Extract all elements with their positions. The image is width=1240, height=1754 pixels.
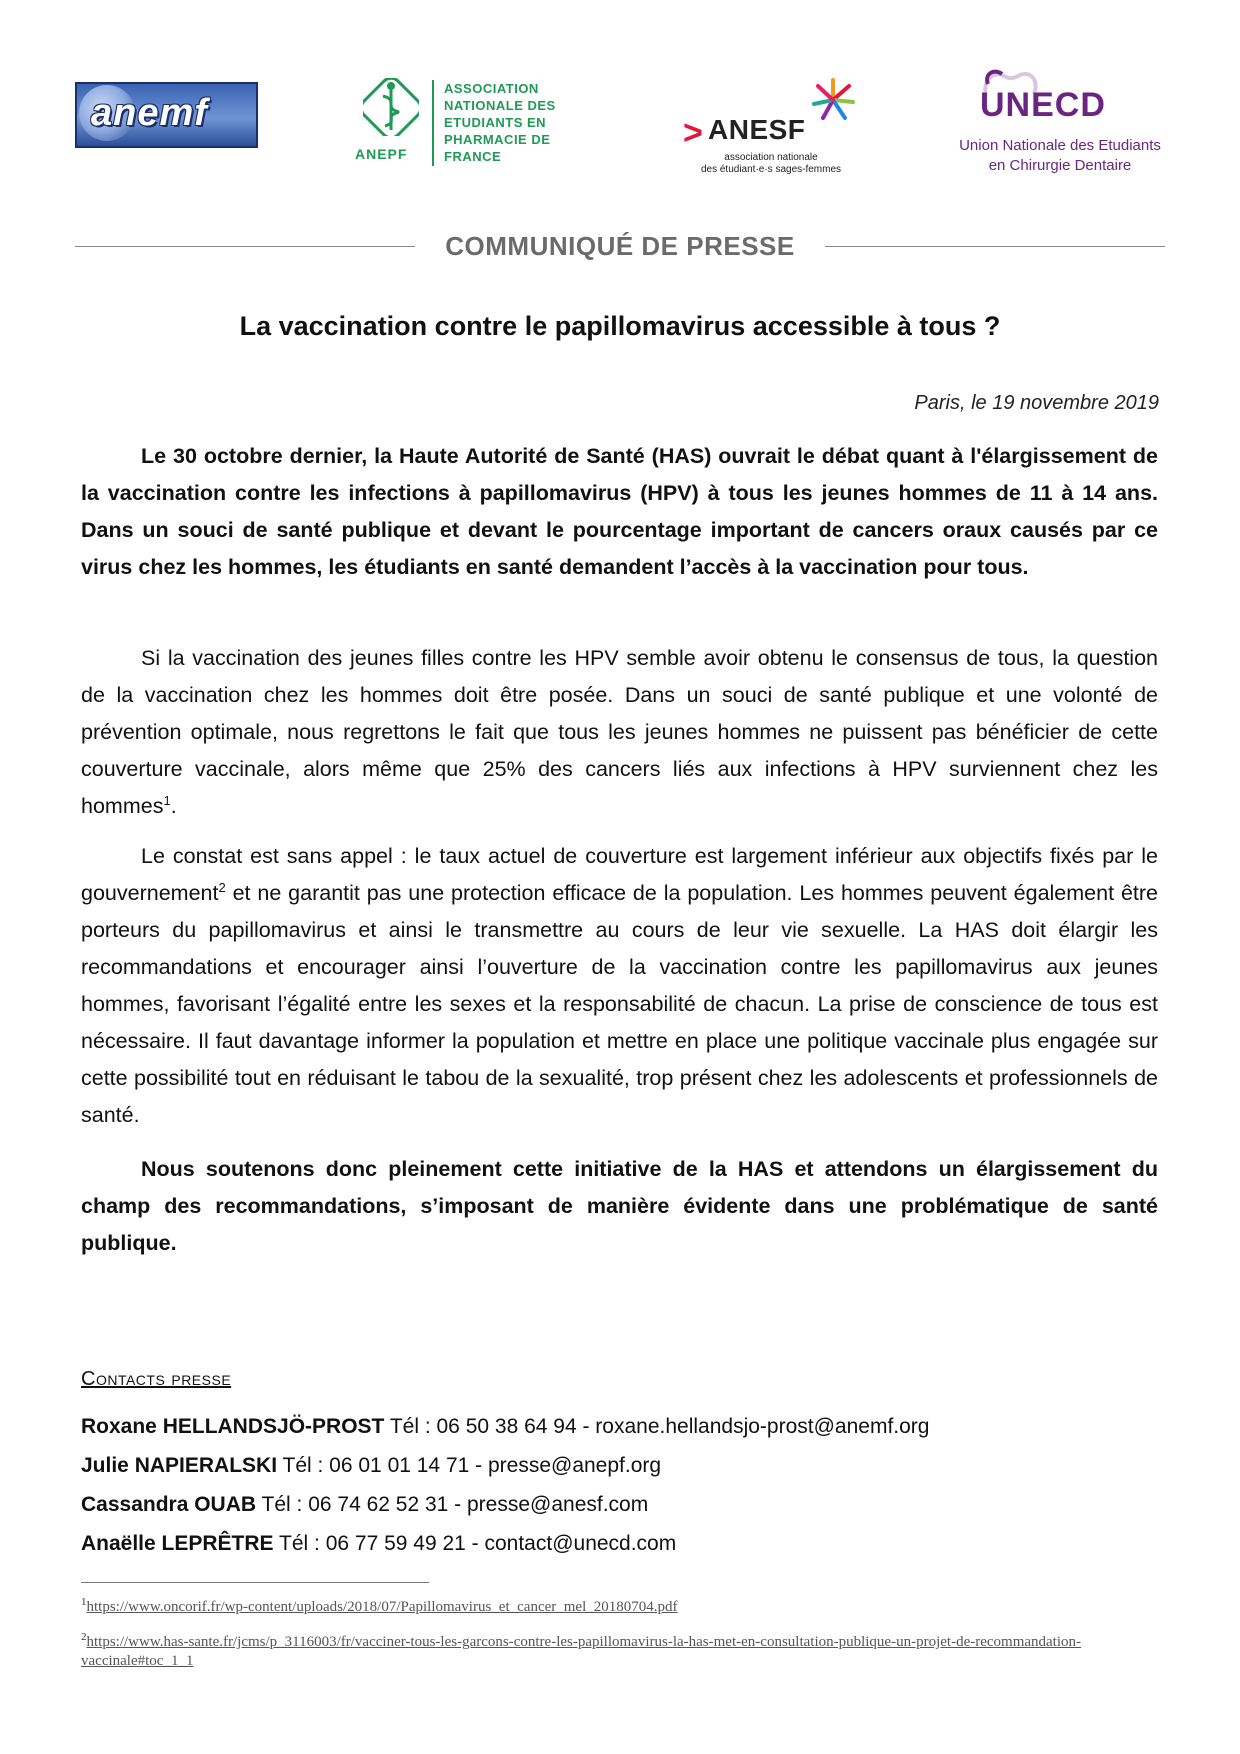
footnote-number: 2 [81,1631,87,1643]
anesf-subtitle-line: des étudiant·e·s sages-femmes [700,164,842,175]
conclusion-text: Nous soutenons donc pleinement cette initiative de la HAS et attendons un élargissement du champ des recommandations, s’imposant de manière évidente dans une problématique de santé publique. [81,1157,1158,1255]
paragraph-2-text [81,838,1158,1134]
unecd-title: UNECD [980,86,1106,124]
contact-details[interactable]: Tél : 06 01 01 14 71 - presse@anepf.org [277,1454,662,1477]
anepf-logo [355,78,595,168]
contact-list [81,1407,1081,1563]
contact-row [81,1524,1081,1563]
anepf-acronym: ANEPF [355,146,408,162]
star-burst-icon [811,78,855,122]
anesf-logo [683,78,853,175]
contact-name: Anaëlle LEPRÊTRE [81,1532,274,1555]
paragraph-2 [81,838,1158,1134]
contact-details[interactable]: Tél : 06 74 62 52 31 - presse@anesf.com [256,1493,649,1516]
divider [825,246,1165,247]
press-release-label: COMMUNIQUÉ DE PRESSE [445,231,795,261]
footnote-2 [81,1633,1171,1671]
footnote-divider [81,1582,429,1583]
date-line: Paris, le 19 novembre 2019 [914,392,1159,414]
unecd-subtitle-line: Union Nationale des Etudiants [959,137,1161,154]
unecd-subtitle [940,136,1180,176]
page-title: La vaccination contre le papillomavirus accessible à tous ? [239,311,1001,341]
anemf-logo [75,82,258,148]
unecd-subtitle-line: en Chirurgie Dentaire [988,157,1132,174]
paragraph-2-part-a: Le constat est sans appel : le taux actuel de couverture est largement inférieur aux objectifs fixés par le gouvernement [81,844,1158,905]
contact-name: Julie NAPIERALSKI [81,1454,278,1477]
press-release-heading [75,231,1165,261]
contact-row [81,1446,1081,1485]
anepf-name-line: ASSOCIATION [444,81,539,96]
paragraph-2-part-b: et ne garantit pas une protection efficace de la population. Les hommes peuvent également être porteurs du papillomavirus et ainsi le transmettre au cours de leur vie sexuelle. La HAS doit élargir les recommandations et encourager ainsi l’ouverture de la vaccination contre les papillomavirus aux jeunes hommes, favorisant l’égalité entre les sexes et la responsabilité de chacun. La prise de conscience de tous est nécessaire. Il faut davantage informer la population et mettre en place une politique vaccinale plus engagée sur cette possibilité tout en réduisant le tabou de la sexualité, trop présent chez les adolescents et professionnels de santé. [81,881,1158,1127]
logo-row [0,60,1240,180]
anepf-name-line: NATIONALE DES [444,98,556,113]
anemf-logo-text: anemf [91,92,208,134]
anesf-subtitle-line: association nationale [724,152,818,163]
footnote-1 [81,1598,1171,1617]
anesf-title: ANESF [708,114,806,145]
paragraph-1-end: . [170,794,177,818]
anepf-name-line: FRANCE [444,149,502,164]
footnote-ref-2[interactable]: 2 [218,879,226,895]
paragraph-1 [81,640,1158,825]
anepf-separator [432,80,434,166]
footnote-link[interactable]: https://www.oncorif.fr/wp-content/uploads/2018/07/Papillomavirus_et_cancer_mel_20180704.pdf [86,1599,678,1615]
contact-name: Cassandra OUAB [81,1493,257,1516]
footnote-ref-1[interactable]: 1 [163,792,171,808]
anepf-name-line: PHARMACIE DE [444,132,551,147]
intro-text: Le 30 octobre dernier, la Haute Autorité de Santé (HAS) ouvrait le débat quant à l'élargissement de la vaccination contre les infections à papillomavirus (HPV) à tous les jeunes hommes de 11 à 14 ans. Dans un souci de santé publique et devant le pourcentage important de cancers oraux causés par ce virus chez les hommes, les étudiants en santé demandent l’accès à la vaccination pour tous. [81,444,1158,579]
contact-row [81,1485,1081,1524]
footnote-link[interactable]: https://www.has-sante.fr/jcms/p_3116003/fr/vacciner-tous-les-garcons-contre-les-papillomavirus-la-has-met-en-consultation-publique-un-projet-de-recommandation-vaccinale#toc_1_1 [81,1634,1082,1669]
footnote-number: 1 [81,1596,87,1608]
contact-details[interactable]: Tél : 06 50 38 64 94 - roxane.hellandsjo-prost@anemf.org [384,1415,930,1438]
chevron-right-icon: > [683,114,703,152]
anesf-subtitle [691,152,851,176]
contacts-heading: Contacts presse [81,1368,232,1390]
caduceus-icon [363,78,419,136]
contact-row [81,1407,1081,1446]
paragraph-1-text [81,640,1158,825]
anepf-name-line: ETUDIANTS EN [444,115,547,130]
intro-paragraph [81,438,1158,586]
conclusion-paragraph [81,1151,1158,1262]
paragraph-1-body: Si la vaccination des jeunes filles contre les HPV semble avoir obtenu le consensus de tous, la question de la vaccination chez les hommes doit être posée. Dans un souci de santé publique et une volonté de prévention optimale, nous regrettons le fait que tous les jeunes hommes ne puissent pas bénéficier de cette couverture vaccinale, alors même que 25% des cancers liés aux infections à HPV surviennent chez les hommes [81,646,1158,818]
unecd-logo [940,66,1180,176]
anepf-full-name [444,80,556,165]
contact-details[interactable]: Tél : 06 77 59 49 21 - contact@unecd.com [273,1532,677,1555]
contact-name: Roxane HELLANDSJÖ-PROST [81,1415,385,1438]
